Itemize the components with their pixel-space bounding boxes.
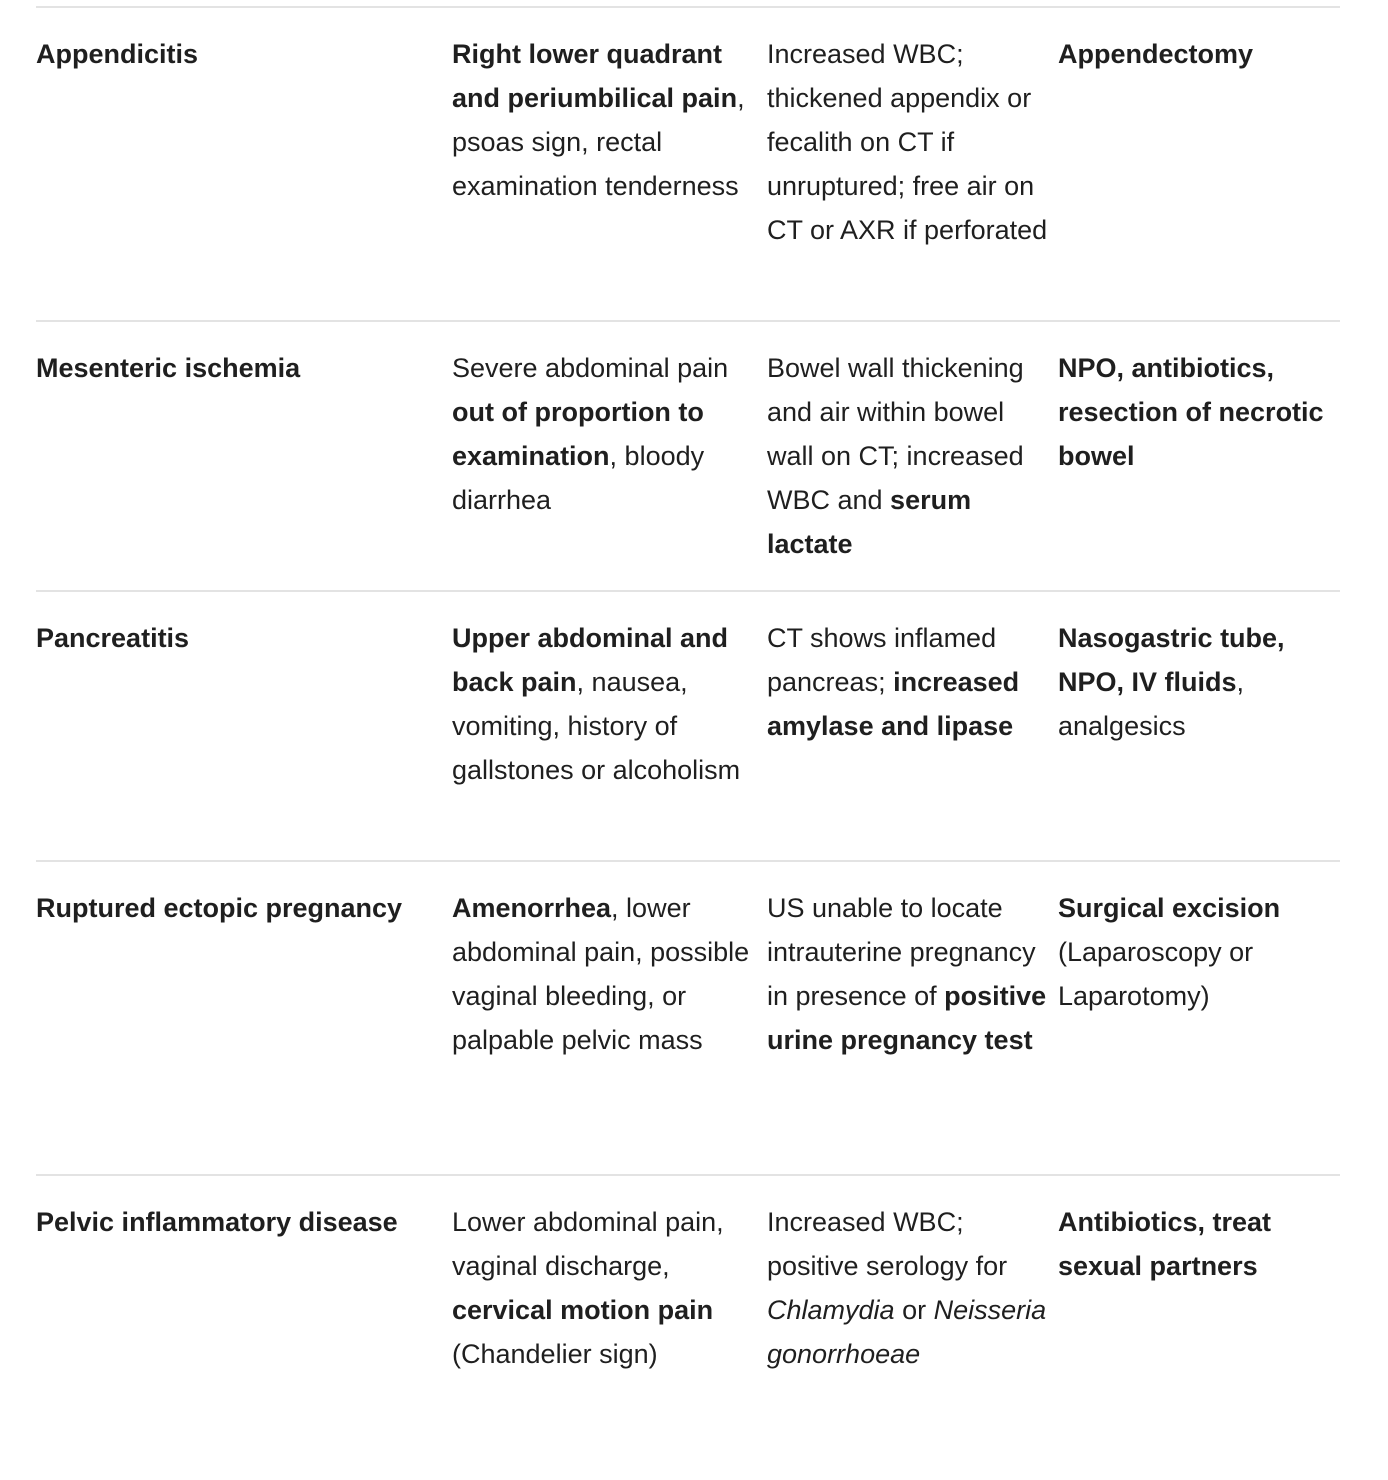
text-run: US unable to locate intrauterine pregnancy in presence of: [767, 893, 1036, 1011]
text-run: or: [894, 1295, 934, 1325]
bold-text: cervical motion pain: [452, 1295, 714, 1325]
text-run: , analgesics: [1058, 667, 1245, 741]
italic-text: Neisseria gonorrhoeae: [767, 1295, 1047, 1369]
bold-text: Antibiotics, treat sexual partners: [1058, 1207, 1272, 1281]
text-run: Increased WBC; thickened appendix or fecalith on CT if unruptured; free air on CT or AXR if perforated: [767, 39, 1048, 245]
text-run: CT shows inflamed pancreas;: [767, 623, 997, 697]
text-run: , nausea, vomiting, history of gallstones or alcoholism: [452, 667, 741, 785]
text-run: Bowel wall thickening and air within bowel wall on CT; increased WBC and: [767, 353, 1024, 515]
bold-text: increased amylase and lipase: [767, 667, 1020, 741]
diagnosis-cell: [767, 592, 1058, 860]
bold-text: Surgical excision: [1058, 893, 1281, 923]
condition-cell: Ruptured ectopic pregnancy: [36, 893, 403, 923]
bold-text: Nasogastric tube, NPO, IV fluids: [1058, 623, 1285, 697]
treatment-cell: [1058, 862, 1340, 1174]
bold-text: Appendectomy: [1058, 39, 1254, 69]
presentation-cell: [452, 1176, 767, 1446]
diagnosis-cell: [767, 8, 1058, 320]
condition-cell: Mesenteric ischemia: [36, 353, 301, 383]
bold-text: positive urine pregnancy test: [767, 981, 1047, 1055]
text-run: Lower abdominal pain, vaginal discharge,: [452, 1207, 724, 1281]
treatment-cell: [1058, 592, 1340, 860]
bold-text: Amenorrhea: [452, 893, 612, 923]
bold-text: NPO, antibiotics, resection of necrotic bowel: [1058, 353, 1324, 471]
bold-text: serum lactate: [767, 485, 972, 559]
presentation-cell: [452, 592, 767, 860]
presentation-cell: [452, 322, 767, 590]
text-run: , psoas sign, rectal examination tenderness: [452, 83, 745, 201]
table-row: [36, 1176, 1340, 1446]
condition-cell: Appendicitis: [36, 39, 199, 69]
bold-text: Upper abdominal and back pain: [452, 623, 729, 697]
text-run: Severe abdominal pain: [452, 353, 729, 383]
bold-text: out of proportion to examination: [452, 397, 704, 471]
diagnosis-cell: [767, 322, 1058, 590]
treatment-cell: [1058, 322, 1340, 590]
bold-text: Right lower quadrant and periumbilical pain: [452, 39, 738, 113]
text-run: (Laparoscopy or Laparotomy): [1058, 937, 1254, 1011]
table-row: [36, 322, 1340, 592]
text-run: , bloody diarrhea: [452, 441, 705, 515]
treatment-cell: [1058, 8, 1340, 320]
table-row: [36, 8, 1340, 322]
text-run: Increased WBC; positive serology for: [767, 1207, 1008, 1281]
text-run: , lower abdominal pain, possible vaginal bleeding, or palpable pelvic mass: [452, 893, 750, 1055]
text-run: (Chandelier sign): [452, 1339, 658, 1369]
presentation-cell: [452, 862, 767, 1174]
treatment-cell: [1058, 1176, 1340, 1446]
presentation-cell: [452, 8, 767, 320]
italic-text: Chlamydia: [767, 1295, 895, 1325]
table-row: [36, 862, 1340, 1176]
conditions-table: [36, 6, 1340, 1446]
diagnosis-cell: [767, 862, 1058, 1174]
table-row: [36, 592, 1340, 862]
condition-cell: Pancreatitis: [36, 623, 190, 653]
condition-cell: Pelvic inflammatory disease: [36, 1207, 398, 1237]
diagnosis-cell: [767, 1176, 1058, 1446]
